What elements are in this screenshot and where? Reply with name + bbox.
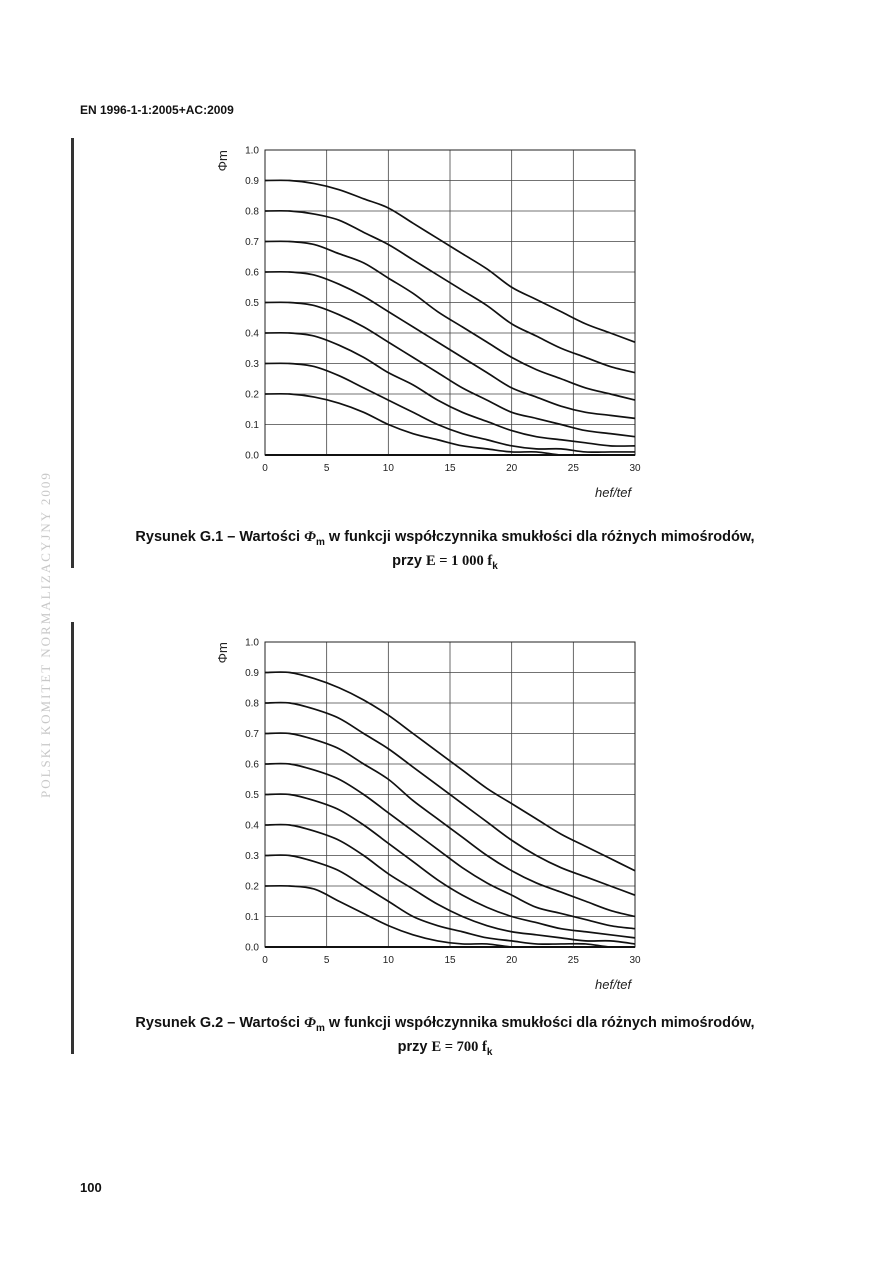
caption-line-2 [100,552,790,576]
caption-symbol-sub: m [315,536,325,548]
x-tick-label: 0 [262,955,268,966]
x-tick-label: 15 [444,463,456,474]
figure-g1-chart [195,138,655,498]
y-tick-label: 0.5 [245,790,259,801]
figure-g2-chart [195,630,655,990]
chart-g1-svg [195,138,655,498]
y-tick-label: 0.8 [245,206,259,218]
y-tick-label: 0.6 [245,759,259,771]
caption-text-b: w funkcji współczynnika smukłości dla różnych mimośrodów, [324,1015,755,1031]
x-tick-label: 5 [323,463,330,474]
caption-formula: E = 700 f [431,1038,487,1055]
change-bar-top [71,138,74,568]
caption-text-b: w funkcji współczynnika smukłości dla różnych mimośrodów, [324,529,755,545]
chart-g2-svg [195,630,655,990]
y-tick-label: 0.1 [245,420,259,431]
x-tick-label: 20 [506,463,518,474]
x-tick-label: 30 [629,955,641,966]
caption-symbol: Φ [304,1015,316,1031]
x-tick-label: 0 [262,463,268,474]
y-tick-label: 0.9 [245,176,259,187]
caption-symbol: Φ [304,529,316,545]
y-tick-label: 1.0 [245,145,259,157]
y-tick-label: 0.7 [245,237,259,248]
caption-line-1 [100,528,790,552]
caption-line-1 [100,1014,790,1038]
caption-formula-sub: k [492,560,498,572]
y-tick-label: 0.0 [245,450,259,462]
caption-symbol-sub: m [315,1022,325,1034]
y-tick-label: 0.8 [245,698,259,710]
caption-formula: E = 1 000 f [426,552,493,569]
change-bar-bottom [71,622,74,1054]
x-tick-label: 25 [567,955,579,966]
x-tick-label: 5 [323,955,330,966]
document-header: EN 1996-1-1:2005+AC:2009 [80,103,234,117]
y-tick-label: 0.4 [245,820,259,832]
page-number: 100 [80,1180,102,1195]
caption-line-2 [100,1038,790,1062]
grid [265,150,635,455]
x-tick-label: 15 [444,955,456,966]
x-tick-label: 30 [629,463,641,474]
x-axis-label: hef/tef [595,977,632,992]
x-tick-label: 25 [567,463,579,474]
figure-g2-caption [100,1014,790,1062]
y-axis-label: Φm [215,150,230,172]
y-tick-label: 0.1 [245,912,259,923]
y-tick-label: 0.3 [245,851,259,862]
x-tick-label: 20 [506,955,518,966]
x-tick-label: 10 [382,955,394,966]
y-tick-label: 0.6 [245,267,259,279]
figure-g1-caption [100,528,790,576]
caption-formula-sub: k [486,1046,493,1058]
y-tick-label: 1.0 [245,637,259,649]
caption-text-c: przy [392,552,426,569]
y-tick-label: 0.2 [245,389,259,401]
y-tick-label: 0.4 [245,328,259,340]
caption-text-a: Rysunek G.2 – Wartości [135,1015,305,1031]
y-tick-label: 0.3 [245,359,259,370]
watermark: POLSKI KOMITET NORMALIZACYJNY 2009 [38,471,53,799]
y-tick-label: 0.9 [245,668,259,679]
y-tick-label: 0.7 [245,729,259,740]
x-axis-label: hef/tef [595,485,632,500]
y-tick-label: 0.5 [245,298,259,309]
x-tick-label: 10 [382,463,394,474]
y-axis-label: Φm [215,642,230,664]
caption-text-c: przy [397,1038,432,1055]
caption-text-a: Rysunek G.1 – Wartości [135,529,305,545]
y-tick-label: 0.0 [245,942,259,954]
y-tick-label: 0.2 [245,881,259,893]
